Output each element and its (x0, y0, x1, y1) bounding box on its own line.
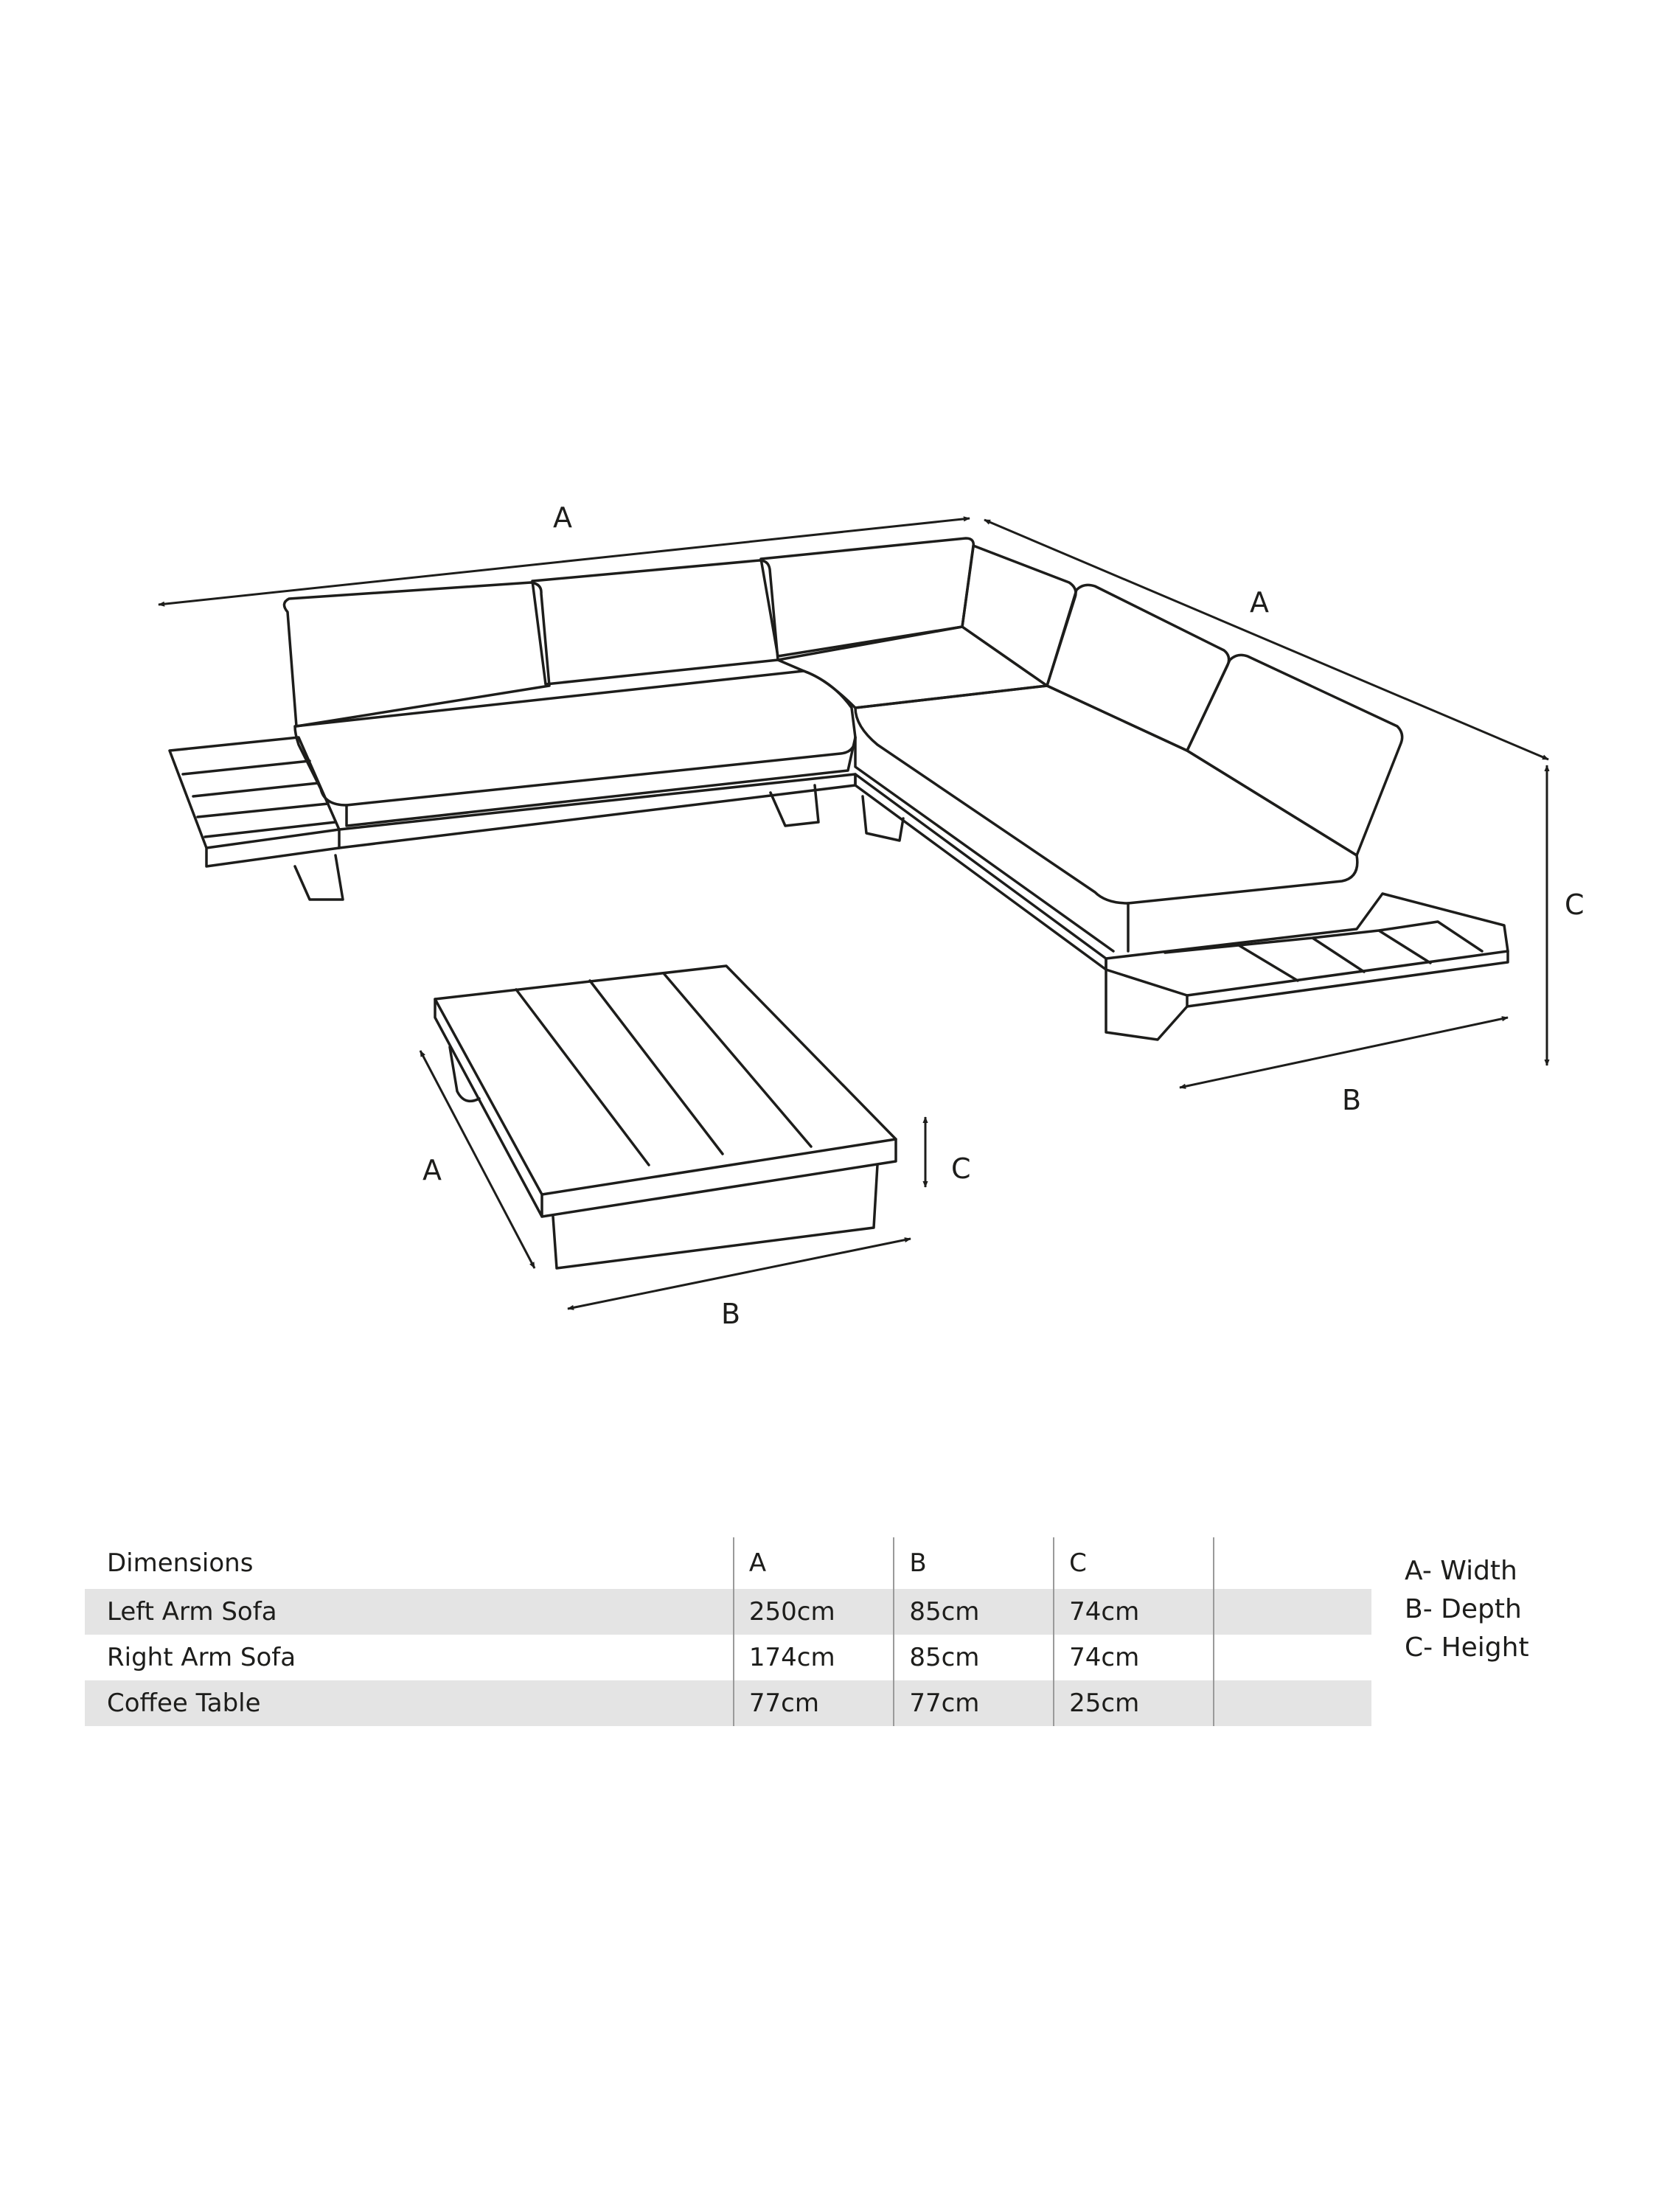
table-row (85, 1680, 1371, 1726)
row-a: 250cm (734, 1589, 894, 1635)
table-width-label: A (422, 1154, 442, 1186)
coffee-table-slats (516, 973, 811, 1165)
right-sofa-leg-2 (863, 796, 903, 841)
table-row (85, 1589, 1371, 1635)
coffee-table-drawing (435, 966, 896, 1268)
dimensions-table (85, 1537, 1371, 1726)
sofa-left-width-label: A (553, 501, 572, 534)
row-a: 77cm (734, 1680, 894, 1726)
table-header-row (85, 1537, 1371, 1589)
header-dimensions: Dimensions (107, 1548, 254, 1578)
row-spacer (1214, 1635, 1371, 1680)
row-name: Left Arm Sofa (85, 1589, 734, 1635)
header-a: A (734, 1537, 894, 1589)
right-sofa-base (855, 774, 1106, 970)
table-row (85, 1635, 1371, 1680)
left-back-cushion-1 (284, 582, 549, 726)
row-b: 85cm (894, 1635, 1054, 1680)
header-spacer (1214, 1537, 1371, 1589)
left-sofa-leg-1 (295, 855, 343, 900)
legend-depth: B- Depth (1405, 1594, 1522, 1624)
sofa-right-width-label: A (1250, 586, 1269, 619)
row-a: 174cm (734, 1635, 894, 1680)
corner-sofa-drawing (170, 538, 1508, 1040)
sofa-depth-label: B (1342, 1084, 1362, 1116)
coffee-table-frame (450, 1047, 877, 1268)
right-sofa-leg-1 (1106, 970, 1187, 1040)
row-c: 74cm (1054, 1635, 1214, 1680)
row-c: 74cm (1054, 1589, 1214, 1635)
row-spacer (1214, 1680, 1371, 1726)
right-seat-cushion-edge (855, 737, 1128, 951)
left-side-table (170, 737, 339, 866)
coffee-table-top-edge (435, 999, 896, 1217)
corner-seat-cushion (778, 627, 1047, 708)
row-b: 77cm (894, 1680, 1054, 1726)
right-back-cushion-3 (1187, 655, 1402, 855)
right-back-cushion-1 (962, 546, 1076, 686)
left-seat-cushion (295, 671, 855, 805)
row-spacer (1214, 1589, 1371, 1635)
sofa-right-width-arrow (984, 520, 1548, 759)
right-side-table-slats (1165, 922, 1508, 1006)
header-b: B (894, 1537, 1054, 1589)
table-height-label: C (951, 1152, 971, 1185)
table-depth-label: B (721, 1298, 741, 1330)
legend-height: C- Height (1405, 1632, 1529, 1663)
sofa-depth-arrow (1180, 1018, 1508, 1088)
header-c: C (1054, 1537, 1214, 1589)
row-b: 85cm (894, 1589, 1054, 1635)
left-back-cushion-2 (532, 560, 778, 684)
right-side-table (1106, 894, 1508, 995)
dimension-legend (1405, 1552, 1529, 1667)
right-seat-cushion (855, 686, 1357, 903)
left-back-cushion-3 (761, 538, 973, 656)
right-back-cushion-2 (1047, 585, 1229, 751)
row-c: 25cm (1054, 1680, 1214, 1726)
legend-width: A- Width (1405, 1556, 1517, 1586)
row-name: Right Arm Sofa (107, 1643, 296, 1672)
row-name: Coffee Table (85, 1680, 734, 1726)
sofa-height-label: C (1565, 888, 1585, 921)
